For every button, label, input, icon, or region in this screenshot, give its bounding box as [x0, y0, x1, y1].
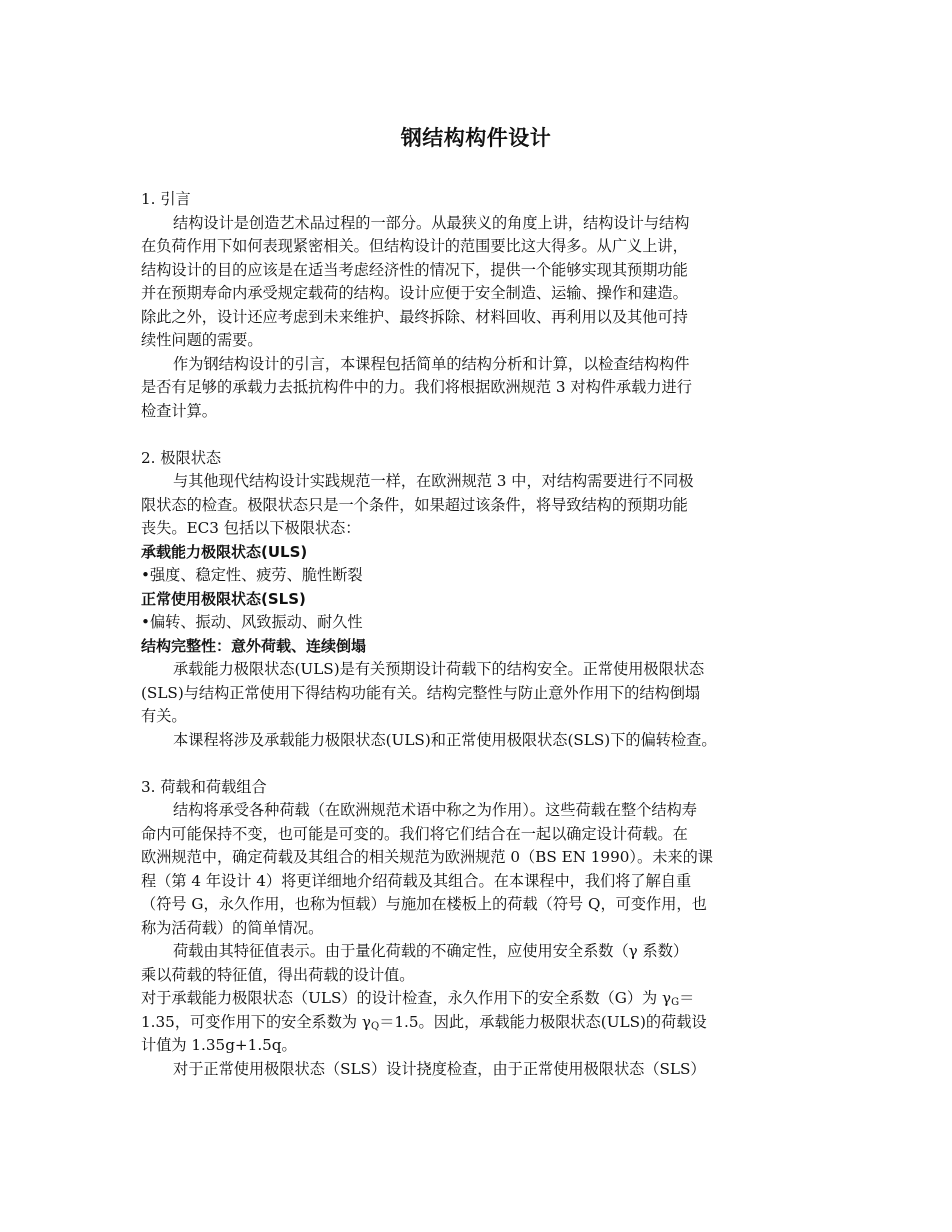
- paragraph-limit-states-3: 本课程将涉及承载能力极限状态(ULS)和正常使用极限状态(SLS)下的偏转检查。: [173, 730, 717, 749]
- sls-heading: 正常使用极限状态(SLS): [141, 589, 306, 608]
- text-line: 有关。: [141, 707, 187, 725]
- blank-line: [141, 752, 821, 776]
- text-span: 1.35，可变作用下的安全系数为 γ: [141, 1012, 371, 1031]
- document-body: [141, 188, 821, 1081]
- text-line: 是否有足够的承载力去抵抗构件中的力。我们将根据欧洲规范 3 对构件承载力进行: [141, 378, 692, 396]
- paragraph-loads-4: 对于正常使用极限状态（SLS）设计挠度检查，由于正常使用极限状态（SLS）: [173, 1059, 706, 1078]
- paragraph-loads-1: [141, 799, 821, 940]
- text-line: 除此之外，设计还应考虑到未来维护、最终拆除、材料回收、再利用以及其他可持: [141, 307, 688, 326]
- text-line: 乘以荷载的特征值，得出荷载的设计值。: [141, 965, 415, 984]
- blank-line: [141, 423, 821, 447]
- text-line: （符号 G，永久作用，也称为恒载）与施加在楼板上的荷载（符号 Q，可变作用，也: [141, 895, 707, 913]
- structural-integrity-heading: 结构完整性：意外荷载、连续倒塌: [141, 636, 367, 655]
- section-heading-limit-states: 2. 极限状态: [141, 448, 222, 467]
- text-line: 结构将承受各种荷载（在欧洲规范术语中称之为作用）。这些荷载在整个结构寿: [173, 801, 697, 819]
- text-line: 限状态的检查。极限状态只是一个条件，如果超过该条件，将导致结构的预期功能: [141, 495, 688, 514]
- text-line: 与其他现代结构设计实践规范一样，在欧洲规范 3 中，对结构需要进行不同极: [173, 472, 694, 490]
- section-heading-introduction: 1. 引言: [141, 190, 191, 208]
- document-title: 钢结构构件设计: [400, 126, 552, 150]
- paragraph-intro-2: [141, 353, 821, 424]
- text-line: 丧失。EC3 包括以下极限状态：: [141, 519, 361, 537]
- text-line: 计值为 1.35g+1.5q。: [141, 1036, 297, 1054]
- text-line: 称为活荷载）的简单情况。: [141, 918, 324, 937]
- gamma-q-subscript: Q: [370, 1020, 380, 1032]
- text-line: 命内可能保持不变，也可能是可变的。我们将它们结合在一起以确定设计荷载。在: [141, 824, 688, 843]
- paragraph-limit-states-2: [141, 658, 821, 729]
- sls-bullet-item: •偏转、振动、风致振动、耐久性: [141, 613, 363, 631]
- text-line: [141, 1011, 821, 1035]
- text-line: 荷载由其特征值表示。由于量化荷载的不确定性，应使用安全系数（γ 系数）: [173, 942, 689, 960]
- uls-bullet-item: •强度、稳定性、疲劳、脆性断裂: [141, 566, 363, 584]
- text-line: 续性问题的需要。: [141, 331, 263, 349]
- uls-heading: 承载能力极限状态(ULS): [141, 542, 308, 561]
- paragraph-loads-3: [141, 987, 821, 1058]
- text-span: ＝: [679, 989, 695, 1007]
- text-line: (SLS)与结构正常使用下得结构功能有关。结构完整性与防止意外作用下的结构倒塌: [141, 683, 701, 702]
- text-line: 欧洲规范中，确定荷载及其组合的相关规范为欧洲规范 0（BS EN 1990）。未来的课: [141, 848, 713, 866]
- gamma-g-subscript: G: [671, 997, 680, 1008]
- paragraph-loads-2: [141, 940, 821, 987]
- text-span: ＝1.5。因此，承载能力极限状态(ULS)的荷载设: [379, 1012, 707, 1031]
- text-line: 结构设计的目的应该是在适当考虑经济性的情况下，提供一个能够实现其预期功能: [141, 260, 688, 279]
- text-line: 作为钢结构设计的引言，本课程包括简单的结构分析和计算，以检查结构构件: [173, 354, 690, 373]
- paragraph-intro-1: [141, 212, 821, 353]
- text-span: 对于承载能力极限状态（ULS）的设计检查，永久作用下的安全系数（G）为 γ: [141, 989, 672, 1007]
- text-line: 检查计算。: [141, 401, 217, 420]
- text-line: 在负荷作用下如何表现紧密相关。但结构设计的范围要比这大得多。从广义上讲，: [141, 237, 688, 255]
- text-line: 程（第 4 年设计 4）将更详细地介绍荷载及其组合。在本课程中，我们将了解自重: [141, 871, 692, 890]
- text-line: 结构设计是创造艺术品过程的一部分。从最狭义的角度上讲，结构设计与结构: [173, 213, 690, 232]
- text-line: [141, 987, 821, 1011]
- text-line: 并在预期寿命内承受规定载荷的结构。设计应便于安全制造、运输、操作和建造。: [141, 284, 688, 302]
- section-heading-loads: 3. 荷载和荷载组合: [141, 777, 267, 796]
- paragraph-limit-states-1: [141, 470, 821, 541]
- text-line: 承载能力极限状态(ULS)是有关预期设计荷载下的结构安全。正常使用极限状态: [173, 660, 705, 678]
